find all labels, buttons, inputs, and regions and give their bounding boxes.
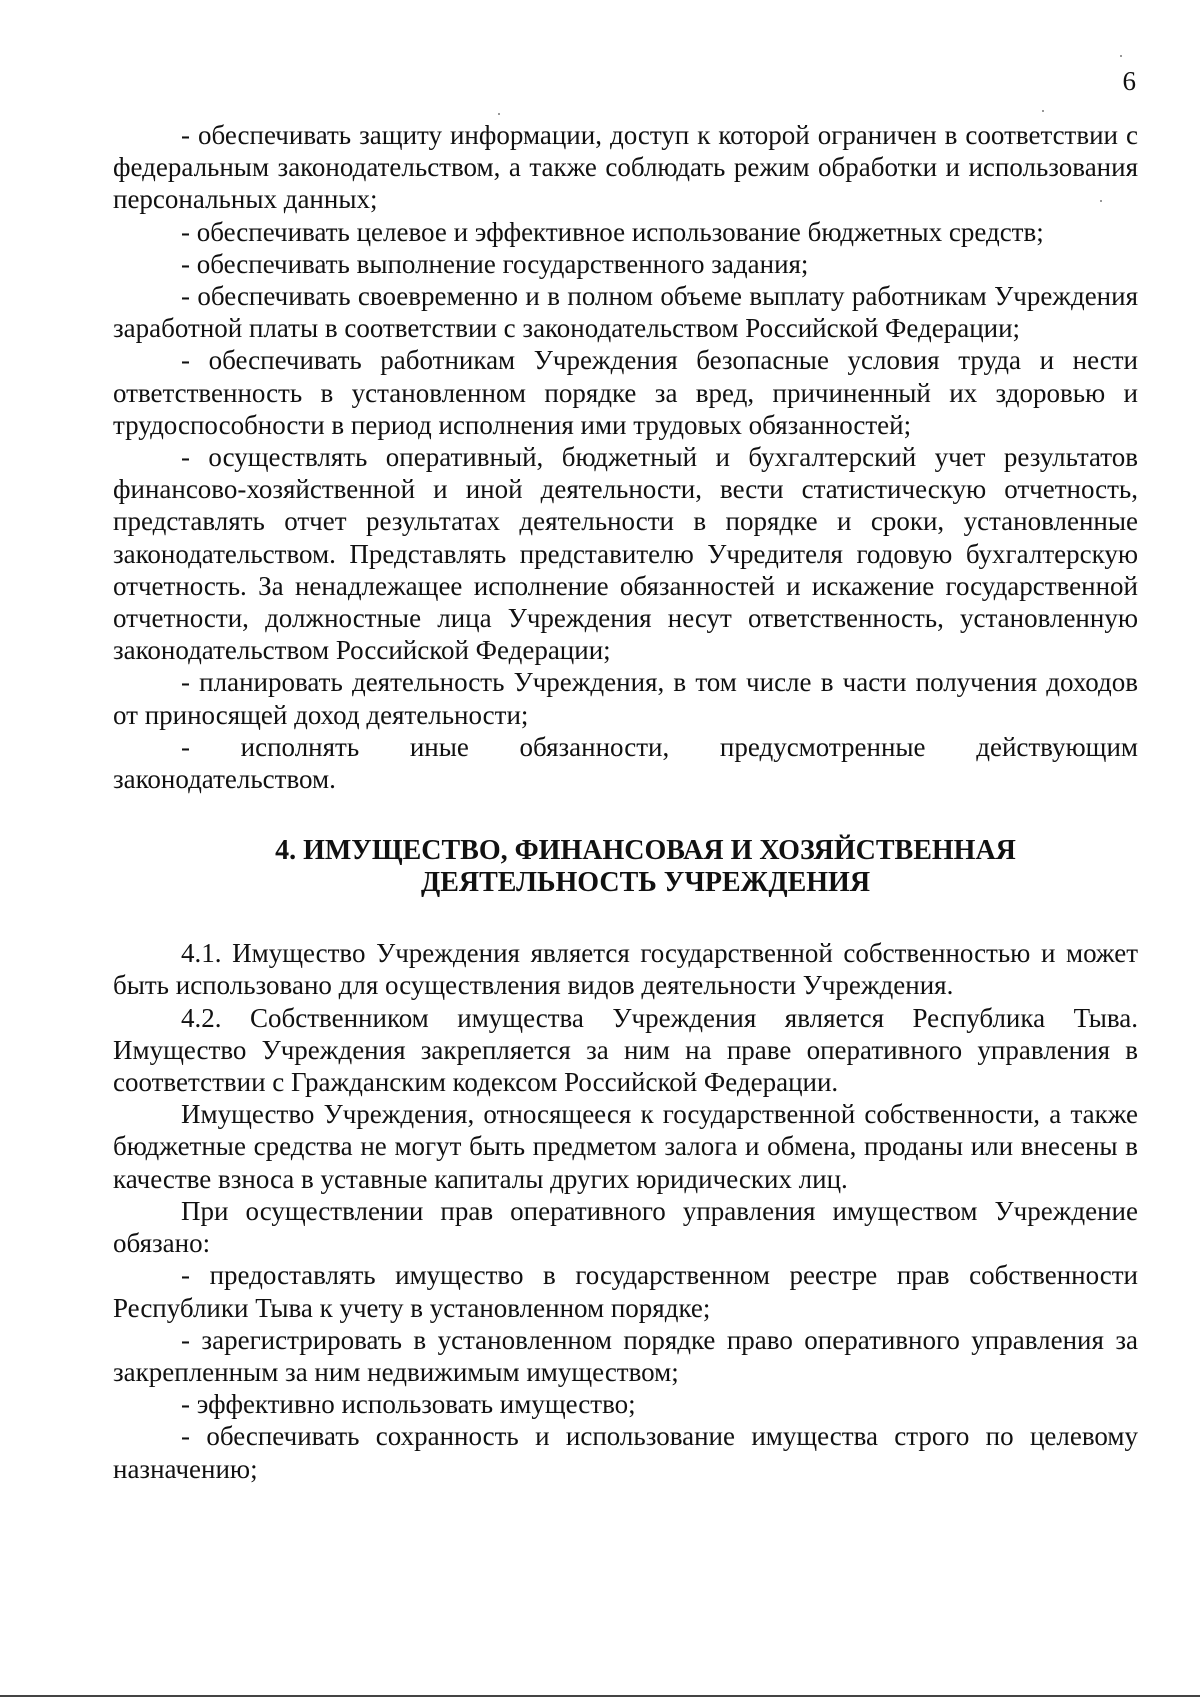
scan-speck	[1120, 55, 1122, 57]
list-item: - обеспечивать выполнение государственного задания;	[181, 248, 809, 279]
list-item: - эффективно использовать имущество;	[181, 1389, 636, 1420]
list-item: - обеспечивать сохранность и использование имущества строго по целевому назначению;	[113, 1421, 1138, 1484]
section-heading-line2: ДЕЯТЕЛЬНОСТЬ УЧРЕЖДЕНИЯ	[420, 867, 871, 899]
bottom-edge-line	[0, 1695, 1200, 1697]
list-item: - осуществлять оперативный, бюджетный и бухгалтерский учет результатов финансово-хозяйственной и иной деятельности, вести статистическую отчетность, представлять отчет результатах деятельности в порядке и сроки, установленные законодательством. Представлять представителю Учредителя годовую бухгалтерскую отчетность. За ненадлежащее исполнение обязанностей и искажение государственной отчетности, должностные лица Учреждения несут ответственность, установленную законодательством Российской Федерации;	[113, 442, 1138, 666]
list-item: - предоставлять имущество в государственном реестре прав собственности Республики Тыва к учету в установленном порядке;	[113, 1260, 1138, 1323]
document-body	[113, 119, 1138, 1485]
section-heading-line1: 4. ИМУЩЕСТВО, ФИНАНСОВАЯ И ХОЗЯЙСТВЕННАЯ	[275, 835, 1016, 867]
scan-speck	[498, 113, 500, 115]
clause-4-1: 4.1. Имущество Учреждения является государственной собственностью и может быть использовано для осуществления видов деятельности Учреждения.	[113, 938, 1138, 1001]
section-heading	[113, 795, 1138, 937]
list-item: - обеспечивать своевременно и в полном объеме выплату работникам Учреждения заработной платы в соответствии с законодательством Российской Федерации;	[113, 281, 1138, 344]
clause-4-2: 4.2. Собственником имущества Учреждения является Республика Тыва. Имущество Учреждения закрепляется за ним на праве оперативного управления в соответствии с Гражданским кодексом Российской Федерации.	[113, 1002, 1138, 1098]
list-item: - обеспечивать защиту информации, доступ к которой ограничен в соответствии с федеральным законодательством, а также соблюдать режим обработки и использования персональных данных;	[113, 120, 1138, 215]
list-item: - обеспечивать целевое и эффективное использование бюджетных средств;	[181, 216, 1044, 247]
list-item: - планировать деятельность Учреждения, в том числе в части получения доходов от приносящей доход деятельности;	[113, 667, 1138, 730]
list-item: - исполнять иные обязанности, предусмотренные действующим законодательством.	[113, 731, 1138, 795]
list-item: - зарегистрировать в установленном порядке право оперативного управления за закрепленным за ним недвижимым имуществом;	[113, 1324, 1138, 1387]
page-number: 6	[1122, 66, 1136, 96]
scan-speck	[1100, 200, 1102, 202]
scan-speck	[1042, 110, 1044, 112]
paragraph: При осуществлении прав оперативного управления имуществом Учреждение обязано:	[113, 1195, 1138, 1259]
list-item: - обеспечивать работникам Учреждения безопасные условия труда и нести ответственность в установленном порядке за вред, причиненный их здоровью и трудоспособности в период исполнения ими трудовых обязанностей;	[113, 345, 1138, 440]
paragraph: Имущество Учреждения, относящееся к государственной собственности, а также бюджетные средства не могут быть предметом залога и обмена, проданы или внесены в качестве взноса в уставные капиталы других юридических лиц.	[113, 1099, 1138, 1194]
